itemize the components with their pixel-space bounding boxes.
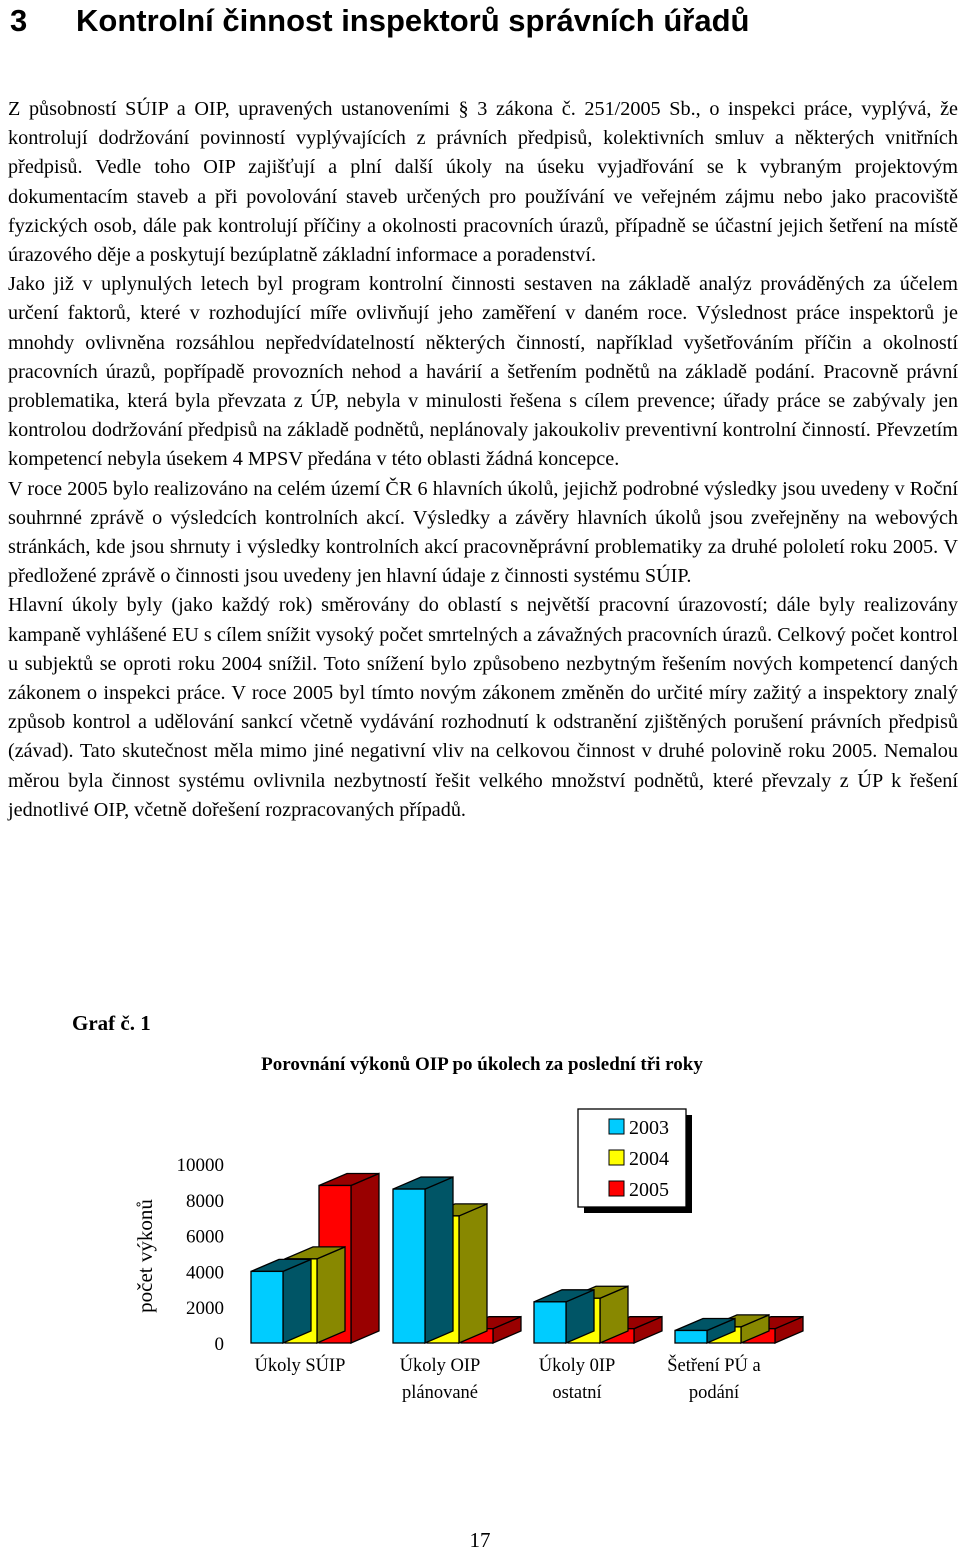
y-axis-title: počet výkonů — [133, 1199, 157, 1313]
paragraph-1: Z působností SÚIP a OIP, upravených ustanoveními § 3 zákona č. 251/2005 Sb., o inspekci práce, vyplývá, že kontrolují dodržování povinností vyplývajících z právních předpisů, kolektivních smluv a některých vnitřních předpisů. Vedle toho OIP zajišťují a plní další úkoly na úseku vyjadřování se k vybraným projektovým dokumentacím staveb a při povolování staveb určených pro používání ve veřejném zájmu nebo jako pracoviště fyzických osob, dále pak kontrolují příčiny a okolnosti pracovních úrazů, případně se účastní jejich šetření na místě úrazového děje a poskytují bezúplatně základní informace a poradenství. — [8, 98, 958, 267]
legend-swatch-2005 — [609, 1181, 624, 1196]
y-tick-label: 2000 — [186, 1298, 224, 1320]
page-number: 17 — [469, 1528, 491, 1552]
bar-side-2005 — [351, 1173, 379, 1343]
bar-side-2004 — [459, 1204, 487, 1343]
legend-label: 2004 — [629, 1148, 669, 1170]
category-label: Úkoly 0IP — [538, 1356, 616, 1376]
paragraph-4: Hlavní úkoly byly (jako každý rok) směrovány do oblastí s největší pracovní úrazovostí; dále byly realizovány kampaně vyhlášené EU s cílem snížit vysoký počet smrtelných a závažných pracovních úrazů. Celkový počet kontrol u subjektů se oproti roku 2004 snížil. Toto snížení bylo způsobeno nezbytným řešením nových kompetencí daných zákonem o inspekci práce. V roce 2005 byl tímto novým zákonem změněn do určité míry zažitý a inspektory znalý způsob kontrol a udělování sankcí včetně vydávání rozhodnutí k odstranění zjištěných porušení právních předpisů (závad). Tato skutečnost měla mimo jiné negativní vliv na celkovou činnost v druhé polovině roku 2005. Nemalou měrou byla činnost systému ovlivnila nezbytností řešit velkého množství podnětů, které převzaly z ÚP k řešení jednotlivé OIP, včetně dořešení rozpracovaných případů. — [8, 594, 958, 821]
paragraph-3: V roce 2005 bylo realizováno na celém území ČR 6 hlavních úkolů, jejichž podrobné výsledky jsou uvedeny v Roční souhrnné zprávě o výsledcích kontrolních akcí. Výsledky a závěry hlavních úkolů jsou zveřejněny na webových stránkách, kde jsou shrnuty i výsledky kontrolních akcí pracovněprávní problematiky za druhé pololetí roku 2005. V předložené zprávě o činnosti jsou uvedeny jen hlavní údaje z činnosti systému SÚIP. — [8, 477, 958, 588]
y-tick-label: 0 — [214, 1334, 224, 1355]
bar-2003 — [393, 1189, 425, 1343]
category-label: ostatní — [552, 1383, 602, 1403]
body-text — [8, 95, 958, 825]
y-tick-label: 4000 — [186, 1262, 224, 1284]
y-tick-label: 6000 — [186, 1226, 224, 1248]
y-tick-label: 10000 — [176, 1155, 224, 1176]
chart-title: Porovnání výkonů OIP po úkolech za poslední tři roky — [261, 1054, 703, 1075]
bar-side-2004 — [317, 1247, 345, 1343]
category-label: plánované — [401, 1383, 479, 1403]
legend-swatch-2004 — [609, 1150, 624, 1165]
bar-chart-3d — [0, 1090, 960, 1430]
bar-side-2003 — [283, 1259, 311, 1343]
y-tick-label: 8000 — [186, 1190, 224, 1212]
bar-2003 — [251, 1271, 283, 1343]
legend-label: 2005 — [629, 1179, 669, 1201]
figure-label: Graf č. 1 — [72, 1011, 151, 1035]
chart-title-wrap — [0, 1054, 960, 1076]
section-heading — [10, 4, 749, 38]
section-title: Kontrolní činnost inspektorů správních úřadů — [76, 3, 750, 38]
legend-swatch-2003 — [609, 1119, 624, 1134]
category-label: Úkoly OIP — [399, 1356, 481, 1376]
category-label: Úkoly SÚIP — [254, 1356, 346, 1376]
bar-2003 — [534, 1302, 566, 1343]
section-number: 3 — [10, 3, 28, 38]
bar-side-2003 — [425, 1177, 453, 1343]
legend-label: 2003 — [629, 1117, 669, 1139]
paragraph-2: Jako již v uplynulých letech byl program kontrolní činnosti sestaven na základě analýz prováděných za účelem určení faktorů, které v rozhodující míře ovlivňují jeho zaměření v daném roce. Výslednost práce inspektorů je mnohdy ovlivněna rozsáhlou nepředvídatelností některých činností, například vyšetřováním příčin a okolností pracovních úrazů, popřípadě provozních nehod a havárií a šetřením podnětů na základě podání. Pracovně právní problematika, která byla převzata z ÚP, nebyla v minulosti řešena s cílem prevence; úřady práce se zabývaly jen kontrolou dodržování předpisů na základě podnětů, neplánovaly jakoukoliv preventivní kontrolní činností. Převzetím kompetencí nebyla úsekem 4 MPSV předána v této oblasti žádná koncepce. — [8, 273, 958, 471]
category-label: podání — [688, 1383, 740, 1403]
category-label: Šetření PÚ a — [667, 1356, 761, 1376]
bar-2003 — [675, 1330, 707, 1343]
